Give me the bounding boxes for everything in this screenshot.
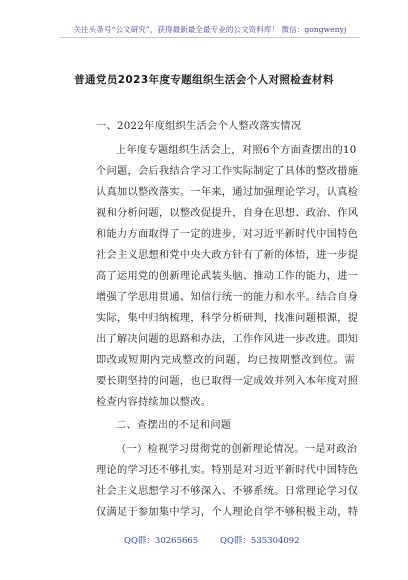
paragraph-line: 高了运用党的创新理论武装头脑、推动工作的能力，进一 — [96, 271, 359, 282]
paragraph-line: 检查内容持续加以整改。 — [96, 397, 212, 408]
section-heading: 一、2022年度组织生活会个人整改落实情况 — [96, 121, 302, 132]
header-divider — [60, 37, 360, 38]
footer-qq-group-2: QQ群：535304092 — [220, 536, 300, 546]
paragraph-line: 增强了学思用贯通、知信行统一的能力和水平。结合自身 — [96, 292, 359, 303]
paragraph-line: 社会主义思想学习不够深入、不够系统。日常理论学习仅 — [96, 486, 359, 497]
footer — [0, 534, 408, 548]
paragraph-line: 社会主义思想和党中央大政方针有了新的体悟，进一步提 — [96, 250, 359, 261]
paragraph-line: 实际，集中归纳梳理，科学分析研判，找准问题根源，提 — [96, 313, 359, 324]
paragraph-line: 认真加以整改落实。一年来，通过加强理论学习，认真检 — [96, 187, 359, 198]
paragraph-line: 理论的学习还不够扎实。特别是对习近平新时代中国特色 — [96, 465, 359, 476]
paragraph-line: 即改或短期内完成整改的问题，均已按期整改到位。需 — [96, 355, 355, 366]
paragraph-line: 仅满足于参加集中学习，个人理论自学不够积极主动，特 — [96, 507, 359, 518]
paragraph-line: 上年度专题组织生活会上，对照6个方面查摆出的10 — [116, 145, 357, 156]
footer-qq-group-1: QQ群：30265665 — [124, 536, 199, 546]
paragraph-line: （一）检视学习贯彻党的创新理论情况。一是对政治 — [116, 444, 358, 455]
document-title: 普通党员2023年度专题组织生活会个人对照检查材料 — [74, 74, 334, 86]
paragraph-line: 和能力方面取得了一定的进步，对习近平新时代中国特色 — [96, 229, 359, 240]
paragraph-line: 个问题，会后我结合学习工作实际制定了具体的整改措施 — [96, 166, 359, 177]
paragraph-line: 要长期坚持的问题，也已取得一定成效并列入本年度对照 — [96, 376, 359, 387]
header-banner: 关注头条号“公文研究”，获得最新最全最专业的公文资料库！ 微信：gongwenyj — [73, 25, 347, 34]
paragraph-line: 视和分析问题，以整改促提升，自身在思想、政治、作风 — [96, 208, 359, 219]
section-heading: 二、查摆出的不足和问题 — [116, 420, 232, 431]
paragraph-line: 出了解决问题的思路和办法，工作作风进一步改进。即知 — [96, 334, 359, 345]
